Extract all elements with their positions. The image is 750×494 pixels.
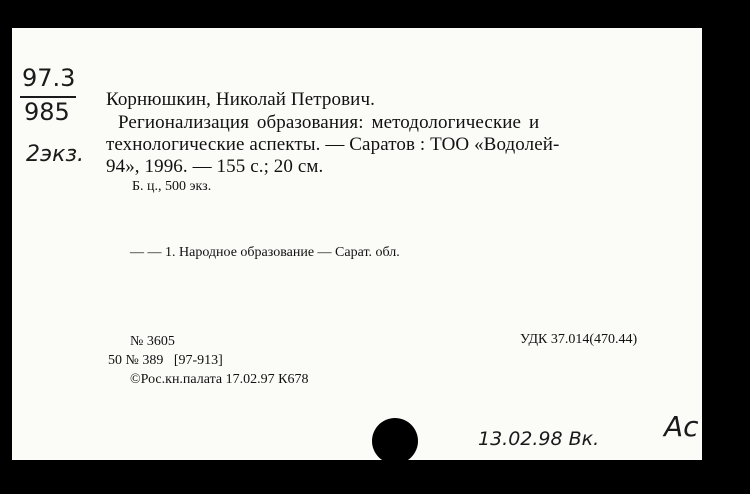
title-line-1: Регионализация образования: методологические и: [118, 112, 540, 133]
title-line-2: технологические аспекты. — Саратов : ТОО «Водолей-: [106, 134, 560, 155]
number2-line: 50 № 389 [97-913]: [108, 353, 223, 368]
number-line: № 3605: [130, 334, 175, 349]
chamber-line: ©Рос.кн.палата 17.02.97 К678: [130, 372, 309, 387]
handwritten-initials: Ас: [664, 410, 699, 443]
title-line-3: 94», 1996. — 155 с.; 20 см.: [106, 156, 324, 177]
call-number-bottom: 985: [24, 98, 70, 126]
price-line: Б. ц., 500 экз.: [132, 179, 212, 194]
call-number-top: 97.3: [22, 64, 76, 92]
punch-hole: [372, 418, 418, 464]
subject-line: — — 1. Народное образование — Сарат. обл.: [130, 245, 400, 260]
udc: УДК 37.014(470.44): [520, 332, 638, 347]
catalog-card: [12, 28, 702, 460]
author: Корнюшкин, Николай Петрович.: [106, 89, 375, 110]
copies-note: 2экз.: [26, 142, 85, 167]
handwritten-date: 13.02.98 Вк.: [478, 428, 600, 450]
